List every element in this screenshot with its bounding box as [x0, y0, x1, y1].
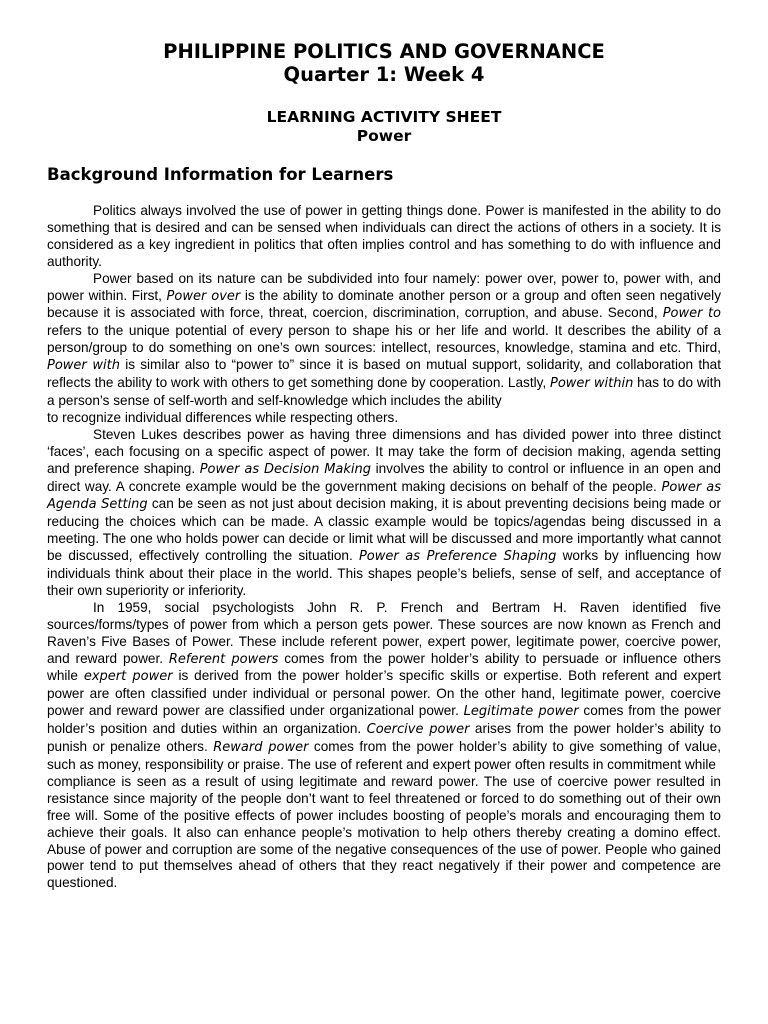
text-run: can be seen as not just about decision making, it is about preventing decisions being made or reducing the choices which can be made. A classic example would be topics/agendas being discussed in a meeting. The one who holds power can decide or limit what will be discussed and more importantly what cannot be discussed, effectively controlling the situation. [47, 496, 721, 564]
text-run: has to do with a person’s sense of self-worth and self-knowledge which includes the ability [47, 375, 722, 408]
term-power-to: Power to [662, 306, 721, 322]
term-power-over: Power over [166, 288, 241, 304]
text-run: Power based on its nature can be subdivided into four namely: power over, power to, power with, and power within. First, [47, 270, 721, 303]
term-expert-power: expert power [83, 669, 173, 685]
term-decision-making: Power as Decision Making [199, 461, 372, 477]
term-coercive-power: Coercive power [366, 722, 470, 738]
paragraph-nature-of-power [47, 271, 721, 410]
text-run: Steven Lukes describes power as having three dimensions and has divided power into three distinct ‘faces’, each focusing on a specific aspect of power. It may take the form of decision making, agenda setting and preference shaping. [47, 426, 721, 476]
term-power-within: Power within [550, 376, 634, 392]
text-run: arises from the power holder’s ability to punish or penalize others. [47, 721, 722, 755]
text-run: comes from the power holder’s ability to persuade or influence others while [47, 650, 721, 684]
activity-title: LEARNING ACTIVITY SHEET [266, 108, 502, 126]
paragraph-nature-of-power-end: to recognize individual differences while respecting others. [47, 409, 399, 425]
activity-header [47, 108, 721, 146]
text-run: refers to the unique potential of every person to shape his or her life and world. It describes the ability of a person/group to do something on one’s own sources: intellect, resources, knowledge, stamina and etc. Third, [47, 323, 721, 356]
term-legitimate-power: Legitimate power [463, 704, 579, 720]
paragraph-five-bases [47, 600, 721, 774]
text-run: comes from the power holder’s position and duties within an organization. [47, 703, 721, 737]
text-run: is derived from the power holder’s specific skills or expertise. Both referent and expert power are often classified under individual or personal power. On the other hand, legitimate power, coercive power and reward power are classified under organizational power. [47, 668, 722, 719]
term-reward-power: Reward power [213, 740, 309, 756]
text-run: In 1959, social psychologists John R. P. French and Bertram H. Raven identified five sources/forms/types of power from which a person gets power. These sources are now known as French and Raven’s Five Bases of Power. These include referent power, expert power, legitimate power, coercive power, and reward power. [47, 599, 721, 666]
document-body [47, 203, 721, 892]
term-power-with: Power with [47, 358, 120, 374]
term-preference-shaping: Power as Preference Shaping [358, 549, 557, 565]
text-run: comes from the power holder’s ability to give something of value, such as money, responsibility or praise. The use of referent and expert power often results in commitment while [47, 739, 721, 772]
paragraph-lukes-faces [47, 427, 721, 600]
activity-topic: Power [356, 127, 412, 145]
text-run: is similar also to “power to” since it is based on mutual support, solidarity, and collaboration that reflects the ability to work with others to get something done by cooperation. Lastly, [47, 357, 722, 391]
quarter-week-label: Quarter 1: Week 4 [283, 63, 485, 86]
paragraph-politics-power: Politics always involved the use of power in getting things done. Power is manifested in the ability to do something that is desired and can be sensed when individuals can direct the actions of others in a society. It is considered as a key ingredient in politics that often implies control and has something to do with influence and authority. [47, 203, 721, 269]
term-agenda-setting: Power as Agenda Setting [47, 479, 721, 513]
document-title: PHILIPPINE POLITICS AND GOVERNANCE [163, 40, 605, 63]
text-run: is the ability to dominate another person or a group and often seen negatively because it is associated with force, threat, coercion, discrimination, corruption, and abuse. Second, [47, 287, 722, 321]
paragraph-effects-of-power: compliance is seen as a result of using legitimate and reward power. The use of coercive power resulted in resistance since majority of the people don’t want to feel threatened or forced to do something out of their own free will. Some of the positive effects of power includes boosting of people’s morals and encouraging them to achieve their goals. It also can enhance people’s motivation to help others thereby creating a domino effect. Abuse of power and corruption are some of the negative consequences of the use of power. People who gained power tend to put themselves ahead of others that they react negatively if their power and competence are questioned. [47, 773, 721, 891]
text-run: involves the ability to control or influence in an open and direct way. A concrete example would be the government making decisions on behalf of the people. [47, 460, 721, 494]
text-run: works by influencing how individuals think about their place in the world. This shapes people’s beliefs, sense of self, and acceptance of their own superiority or inferiority. [47, 548, 721, 598]
document-page [47, 40, 721, 892]
term-referent-powers: Referent powers [168, 651, 279, 667]
section-heading: Background Information for Learners [47, 165, 394, 184]
